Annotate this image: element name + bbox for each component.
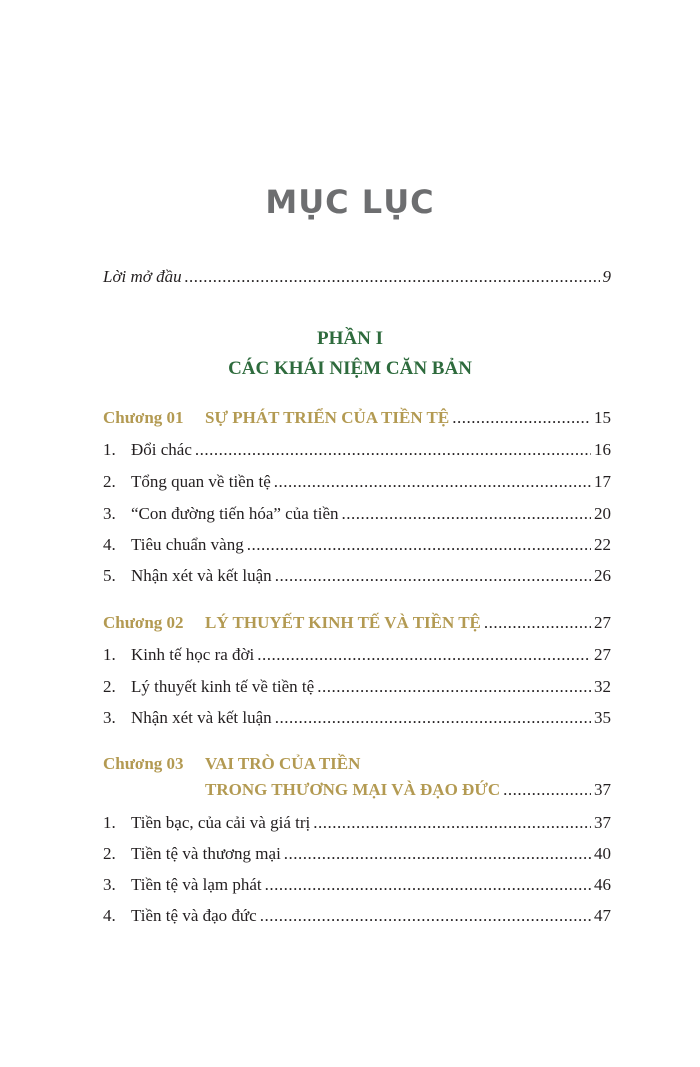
item-number: 1.	[103, 645, 116, 664]
leader-dots	[452, 408, 591, 428]
item-number: 2.	[103, 677, 116, 696]
item-label: Lý thuyết kinh tế về tiền tệ	[131, 677, 315, 696]
leader-dots	[284, 844, 591, 864]
leader-dots	[260, 906, 591, 926]
part-heading: PHẦN I	[317, 328, 383, 349]
leader-dots	[313, 813, 591, 833]
item-number: 4.	[103, 906, 116, 925]
toc-item[interactable]	[103, 440, 611, 466]
chapter-number: Chương 02	[103, 613, 184, 632]
leader-dots	[484, 613, 591, 633]
item-page: 22	[594, 535, 611, 554]
part-subheading: CÁC KHÁI NIỆM CĂN BẢN	[228, 358, 472, 379]
item-label: Nhận xét và kết luận	[131, 566, 272, 585]
chapter-heading-02[interactable]	[103, 613, 611, 639]
chapter-page: 37	[594, 780, 611, 799]
item-number: 3.	[103, 875, 116, 894]
chapter-heading-03-line2[interactable]	[103, 780, 611, 806]
item-number: 3.	[103, 708, 116, 727]
item-number: 2.	[103, 472, 116, 491]
leader-dots	[503, 780, 591, 800]
toc-item[interactable]	[103, 875, 611, 901]
chapter-title: SỰ PHÁT TRIỂN CỦA TIỀN TỆ	[205, 408, 450, 427]
item-label: Nhận xét và kết luận	[131, 708, 272, 727]
item-page: 20	[594, 504, 611, 523]
leader-dots	[317, 677, 591, 697]
chapter-heading-03[interactable]	[103, 754, 360, 774]
toc-entry-label: Lời mở đầu	[103, 267, 182, 286]
toc-item[interactable]	[103, 813, 611, 839]
item-number: 3.	[103, 504, 116, 523]
item-number: 2.	[103, 844, 116, 863]
item-label: Tổng quan về tiền tệ	[131, 472, 271, 491]
leader-dots	[342, 504, 591, 524]
item-label: Tiêu chuẩn vàng	[131, 535, 244, 554]
leader-dots	[275, 708, 591, 728]
leader-dots	[185, 267, 600, 287]
item-page: 27	[594, 645, 611, 664]
item-page: 37	[594, 813, 611, 832]
chapter-title-line1: VAI TRÒ CỦA TIỀN	[205, 754, 361, 773]
item-page: 40	[594, 844, 611, 863]
leader-dots	[265, 875, 591, 895]
chapter-page: 27	[594, 613, 611, 632]
item-page: 32	[594, 677, 611, 696]
leader-dots	[275, 566, 591, 586]
chapter-number: Chương 01	[103, 408, 184, 427]
item-page: 46	[594, 875, 611, 894]
toc-item[interactable]	[103, 645, 611, 671]
leader-dots	[274, 472, 591, 492]
toc-item[interactable]	[103, 504, 611, 530]
item-page: 47	[594, 906, 611, 925]
item-number: 5.	[103, 566, 116, 585]
toc-item[interactable]	[103, 906, 611, 932]
chapter-number: Chương 03	[103, 754, 184, 773]
item-page: 26	[594, 566, 611, 585]
leader-dots	[257, 645, 591, 665]
item-label: “Con đường tiến hóa” của tiền	[131, 504, 339, 523]
toc-item[interactable]	[103, 472, 611, 498]
item-number: 4.	[103, 535, 116, 554]
toc-item[interactable]	[103, 566, 611, 592]
item-number: 1.	[103, 813, 116, 832]
chapter-title-line2: TRONG THƯƠNG MẠI VÀ ĐẠO ĐỨC	[205, 780, 501, 799]
item-page: 17	[594, 472, 611, 491]
item-number: 1.	[103, 440, 116, 459]
item-label: Kinh tế học ra đời	[131, 645, 255, 664]
item-page: 16	[594, 440, 611, 459]
toc-entry-intro[interactable]	[103, 267, 611, 293]
leader-dots	[247, 535, 591, 555]
item-label: Tiền tệ và lạm phát	[131, 875, 262, 894]
toc-entry-page: 9	[602, 267, 611, 286]
chapter-title: LÝ THUYẾT KINH TẾ VÀ TIỀN TỆ	[205, 613, 481, 632]
item-label: Tiền tệ và đạo đức	[131, 906, 257, 925]
item-label: Tiền bạc, của cải và giá trị	[131, 813, 311, 832]
toc-item[interactable]	[103, 708, 611, 734]
toc-item[interactable]	[103, 535, 611, 561]
item-label: Tiền tệ và thương mại	[131, 844, 281, 863]
chapter-heading-01[interactable]	[103, 408, 611, 434]
page-title: MỤC LỤC	[265, 183, 435, 221]
toc-item[interactable]	[103, 844, 611, 870]
chapter-page: 15	[594, 408, 611, 427]
toc-item[interactable]	[103, 677, 611, 703]
item-page: 35	[594, 708, 611, 727]
item-label: Đổi chác	[131, 440, 192, 459]
leader-dots	[195, 440, 591, 460]
